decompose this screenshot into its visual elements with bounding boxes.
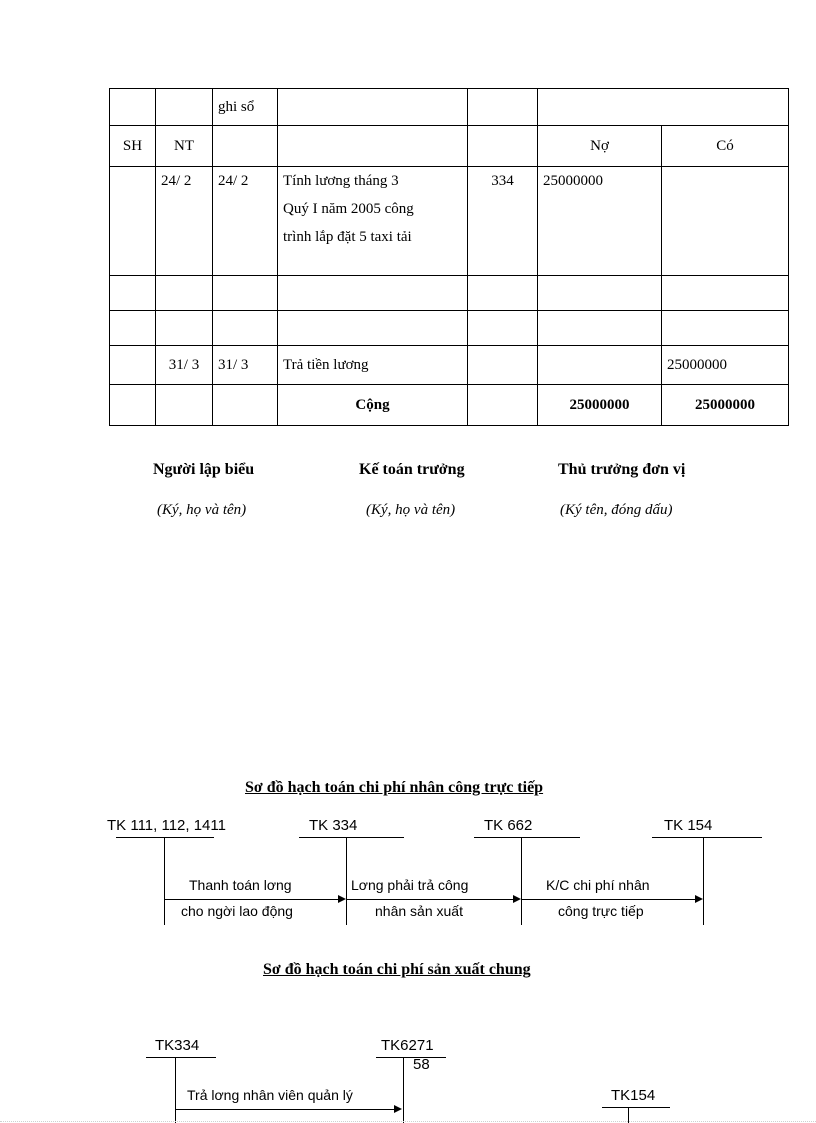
total-debit: 25000000 [538, 385, 662, 426]
table-cell [468, 89, 538, 126]
entry-account: 334 [468, 167, 538, 276]
diagram1-flow3-top: K/C chi phí nhân [546, 877, 650, 893]
diagram1-account-cash: TK 111, 112, 1411 [107, 817, 226, 834]
table-cell [538, 89, 789, 126]
diagram2-account-334: TK334 [155, 1037, 200, 1054]
diagram2-flow-label: Trả lơng nhân viên quản lý [187, 1087, 353, 1103]
table-header-row [110, 89, 789, 126]
diagram2-account-6271: TK6271 [381, 1037, 434, 1054]
t-account-line [474, 837, 580, 838]
signature-note-chief-accountant: (Ký, họ và tên) [366, 502, 456, 518]
diagram2-account-154: TK154 [611, 1087, 656, 1104]
table-cell [110, 346, 156, 385]
arrow-right-icon [513, 895, 521, 903]
arrow-right-icon [695, 895, 703, 903]
table-row [110, 346, 789, 385]
signature-note-director: (Ký tên, đóng dấu) [560, 502, 673, 518]
signature-title-director: Thủ trưởng đơn vị [558, 461, 686, 478]
t-account-line [116, 837, 214, 838]
flow-arrow-line [522, 899, 695, 900]
arrow-right-icon [394, 1105, 402, 1113]
entry-date: 24/ 2 [213, 167, 278, 276]
header-credit: Có [662, 126, 789, 167]
table-cell [156, 89, 213, 126]
diagram1-flow2-bottom: nhân sản xuất [375, 903, 463, 919]
diagram1-flow1-top: Thanh toán lơng [189, 877, 292, 893]
entry-desc-line: trình lắp đặt 5 taxi tải [283, 229, 412, 245]
entry-nt: 24/ 2 [156, 167, 213, 276]
diagram2-title: Sơ đồ hạch toán chi phí sản xuất chung [263, 961, 531, 978]
arrow-right-icon [338, 895, 346, 903]
flow-arrow-line [165, 899, 338, 900]
entry-debit [538, 346, 662, 385]
header-debit: Nợ [538, 126, 662, 167]
diagram1-account-154: TK 154 [664, 817, 713, 834]
flow-arrow-line [347, 899, 513, 900]
diagram1-flow2-top: Lơng phải trả công [351, 877, 469, 893]
t-account-line [376, 1057, 446, 1058]
t-account-line [164, 837, 165, 925]
entry-description: Trả tiền lương [278, 346, 468, 385]
table-row [110, 167, 789, 276]
entry-desc-line: Tính lương tháng 3 [283, 173, 399, 189]
t-account-line [652, 837, 762, 838]
total-label: Cộng [278, 385, 468, 426]
table-cell [110, 167, 156, 276]
table-cell [110, 89, 156, 126]
t-account-line [703, 837, 704, 925]
entry-credit [662, 167, 789, 276]
entry-debit: 25000000 [538, 167, 662, 276]
t-account-line [146, 1057, 216, 1058]
entry-nt: 31/ 3 [156, 346, 213, 385]
t-account-line [346, 837, 347, 925]
header-date-group: ghi sổ [213, 89, 278, 126]
entry-date: 31/ 3 [213, 346, 278, 385]
total-credit: 25000000 [662, 385, 789, 426]
header-nt: NT [156, 126, 213, 167]
table-cell [278, 126, 468, 167]
t-account-line [175, 1057, 176, 1123]
header-sh: SH [110, 126, 156, 167]
page-number: 58 [413, 1056, 430, 1073]
t-account-line [521, 837, 522, 925]
diagram1-account-334: TK 334 [309, 817, 358, 834]
diagram1-account-662: TK 662 [484, 817, 533, 834]
t-account-line [299, 837, 404, 838]
signature-note-preparer: (Ký, họ và tên) [157, 502, 247, 518]
flow-arrow-line [176, 1109, 394, 1110]
table-row [110, 276, 789, 311]
diagram1-flow3-bottom: công trực tiếp [558, 903, 644, 919]
ledger-table [109, 88, 789, 426]
page-break-line [0, 1121, 816, 1122]
signature-title-preparer: Người lập biểu [153, 461, 255, 478]
entry-desc-line: Quý I năm 2005 công [283, 201, 414, 217]
table-cell [213, 126, 278, 167]
table-header-row [110, 126, 789, 167]
entry-description [278, 167, 468, 276]
signature-title-chief-accountant: Kế toán trưởng [359, 461, 465, 478]
diagram1-flow1-bottom: cho ngời lao động [181, 903, 293, 919]
table-cell [278, 89, 468, 126]
entry-account [468, 346, 538, 385]
t-account-line [602, 1107, 670, 1108]
diagram1-title: Sơ đồ hạch toán chi phí nhân công trực tiếp [245, 779, 544, 796]
total-row [110, 385, 789, 426]
table-row [110, 311, 789, 346]
t-account-line [403, 1057, 404, 1123]
entry-credit: 25000000 [662, 346, 789, 385]
table-cell [468, 126, 538, 167]
